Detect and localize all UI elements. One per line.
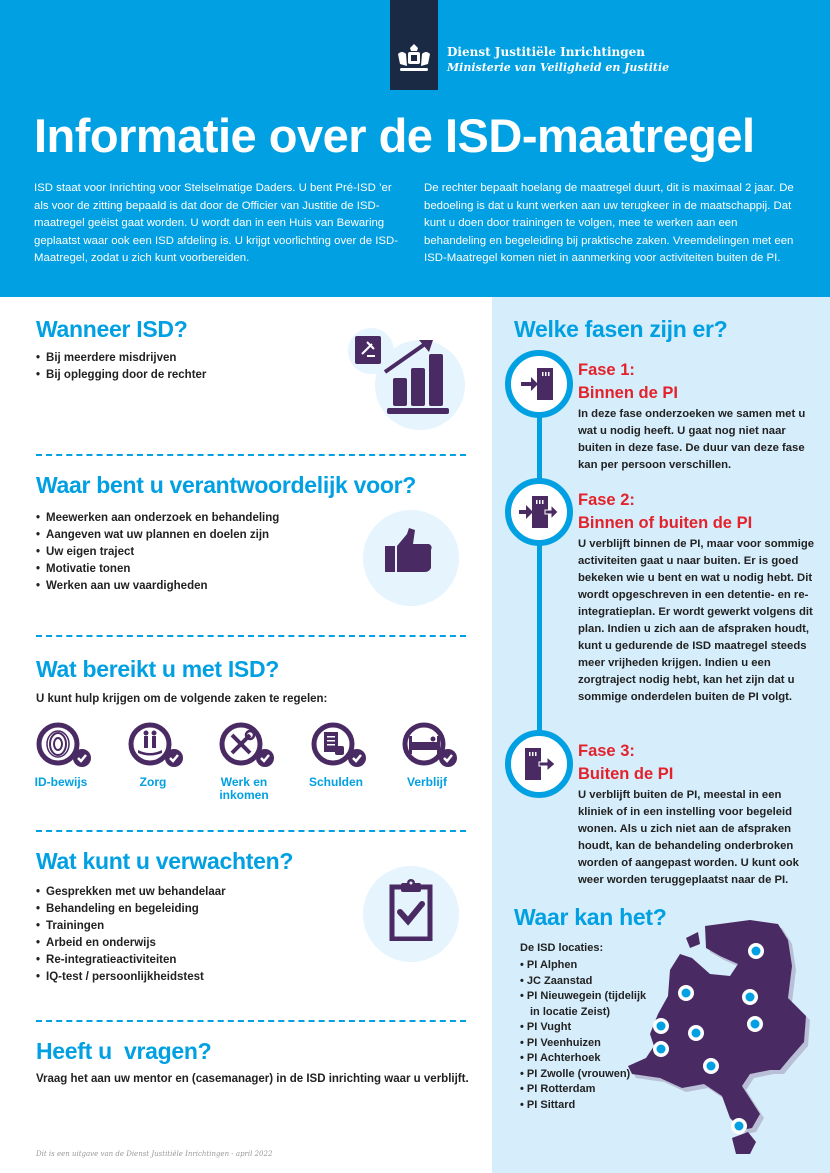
benefit-label: ID-bewijs [34, 775, 88, 789]
phase-2-text: U verblijft binnen de PI, maar voor sommige activiteiten gaat u naar buiten. Er is goed bekeken wie u bent en wat u nodig hebt. Dit wordt opgeschreven in een detentie- en re-integratieplan. Er wordt gewerkt volgens dit plan. Indien u zich aan de afspraken houdt, kunt u gedurende de ISD maatregel steeds meer vrijheden krijgen. Indien u een zorgtraject nodig hebt, kan het zijn dat u sommige onderdelen buiten de PI volgt. [578, 538, 815, 703]
phase-1-icon-ring [505, 350, 573, 418]
phase-timeline [537, 380, 542, 760]
location-item: • PI Rotterdam [520, 1082, 650, 1098]
bereikt-subtitle: U kunt hulp krijgen om de volgende zaken te regelen: [36, 693, 328, 705]
location-item: • PI Vught [520, 1020, 650, 1036]
list-item: • Uw eigen traject [36, 544, 279, 561]
care-people-icon [128, 722, 186, 770]
list-item: • Meewerken aan onderzoek en behandeling [36, 510, 279, 527]
footer-note: Dit is een uitgave van de Dienst Justitiële Inrichtingen - april 2022 [36, 1150, 273, 1158]
location-item: • PI Sittard [520, 1098, 650, 1114]
locations-list [520, 958, 650, 1113]
list-item: • Arbeid en onderwijs [36, 935, 226, 952]
list-item: • Bij oplegging door de rechter [36, 367, 206, 384]
phase-1-label: Fase 1: [578, 361, 635, 379]
list-item: • Trainingen [36, 918, 226, 935]
page-title: Informatie over de ISD-maatregel [34, 109, 755, 162]
logo-block [390, 0, 438, 90]
section-title-waar: Waar kan het? [514, 904, 667, 930]
phase-3-name: Buiten de PI [578, 765, 674, 783]
phase-2-label: Fase 2: [578, 491, 635, 509]
section-title-fasen: Welke fasen zijn er? [514, 316, 728, 342]
benefit-werk-inkomen [219, 722, 277, 802]
ministry-name: Ministerie van Veiligheid en Justitie [447, 61, 670, 74]
benefit-zorg [128, 722, 186, 789]
list-item: • Re-integratieactiviteiten [36, 952, 226, 969]
section-title-bereikt: Wat bereikt u met ISD? [36, 656, 280, 682]
divider [36, 635, 466, 637]
door-enter-icon [519, 364, 559, 404]
location-item: • PI Veenhuizen [520, 1036, 650, 1052]
org-name: Dienst Justitiële Inrichtingen [447, 45, 645, 59]
clipboard-check-icon [389, 879, 433, 941]
section-title-wanneer: Wanneer ISD? [36, 316, 188, 342]
locations-subtitle: De ISD locaties: [520, 942, 604, 954]
benefit-id-bewijs [34, 722, 94, 789]
door-enter-exit-icon [519, 492, 559, 532]
verwachten-list [36, 884, 226, 986]
law-growth-chart-icon [355, 332, 455, 417]
benefit-label: Zorg [139, 775, 167, 789]
fingerprint-icon [36, 722, 94, 770]
phase-3-icon-ring [505, 730, 573, 798]
section-title-verantwoordelijk: Waar bent u verantwoordelijk voor? [36, 472, 417, 498]
debt-document-icon [311, 722, 369, 770]
verantwoordelijk-list [36, 510, 279, 595]
intro-right: De rechter bepaalt hoelang de maatregel duurt, dit is maximaal 2 jaar. De bedoeling is dat u kunt werken aan uw terugkeer in de maatschappij. Dat kunt u doen door trainingen te volgen, mee te werken aan een behandeling en begeleiding bij praktische zaken. Vreemdelingen met een ISD-Maatregel komen niet in aanmerking voor activiteiten buiten de PI. [424, 182, 794, 264]
phase-1-name: Binnen de PI [578, 384, 678, 402]
phase-3-label: Fase 3: [578, 742, 635, 760]
section-title-verwachten: Wat kunt u verwachten? [36, 848, 294, 874]
location-item: • PI Alphen [520, 958, 650, 974]
list-item: • IQ-test / persoonlijkheidstest [36, 969, 226, 986]
list-item: • Motivatie tonen [36, 561, 279, 578]
intro-left: ISD staat voor Inrichting voor Stelselmatige Daders. U bent Pré-ISD ’er als voor de zitting bepaald is dat door de Officier van Justitie de ISD-maatregel geëist gaat worden. U wordt dan in een Huis van Bewaring geplaatst waar ook een ISD afdeling is. U krijgt voorlichting over de ISD-Maatregel, zodat u zich kunt voorbereiden. [34, 182, 399, 264]
benefit-label: Schulden [308, 775, 363, 789]
wanneer-list [36, 350, 206, 384]
divider [36, 830, 466, 832]
vragen-text: Vraag het aan uw mentor en (casemanager) in de ISD inrichting waar u verblijft. [36, 1073, 469, 1085]
thumbs-up-icon [385, 528, 433, 574]
location-item: • PI Zwolle (vrouwen) [520, 1067, 650, 1083]
phase-3-text: U verblijft buiten de PI, meestal in een kliniek of in een instelling voor begeleid wonen. Als u zich niet aan de afspraken houdt, kan de behandeling onderbroken worden of aangepast worden. U kunt ook weer worden teruggeplaatst naar de PI. [578, 789, 799, 886]
list-item: • Bij meerdere misdrijven [36, 350, 206, 367]
benefit-label: Verblijf [406, 775, 447, 789]
benefit-schulden [308, 722, 369, 789]
benefit-verblijf [402, 722, 460, 789]
door-exit-icon [519, 744, 559, 784]
phase-2-name: Binnen of buiten de PI [578, 514, 753, 532]
location-item: • JC Zaanstad [520, 974, 650, 990]
location-item: • PI Nieuwegein (tijdelijk in locatie Zeist) [520, 989, 650, 1020]
location-item: • PI Achterhoek [520, 1051, 650, 1067]
list-item: • Gesprekken met uw behandelaar [36, 884, 226, 901]
royal-crest-icon [396, 44, 432, 74]
phase-2-icon-ring [505, 478, 573, 546]
logo-text [447, 45, 669, 75]
section-title-vragen: Heeft u vragen? [36, 1038, 212, 1064]
tools-icon [219, 722, 277, 770]
list-item: • Aangeven wat uw plannen en doelen zijn [36, 527, 279, 544]
bed-icon [402, 722, 460, 770]
list-item: • Behandeling en begeleiding [36, 901, 226, 918]
list-item: • Werken aan uw vaardigheden [36, 578, 279, 595]
divider [36, 1020, 466, 1022]
divider [36, 454, 466, 456]
header-banner [0, 0, 830, 297]
phase-1-text: In deze fase onderzoeken we samen met u wat u nodig heeft. U gaat nog niet naar buiten in deze fase. De duur van deze fase kan per persoon verschillen. [578, 408, 806, 471]
benefit-label: Werk en inkomen [219, 775, 269, 802]
